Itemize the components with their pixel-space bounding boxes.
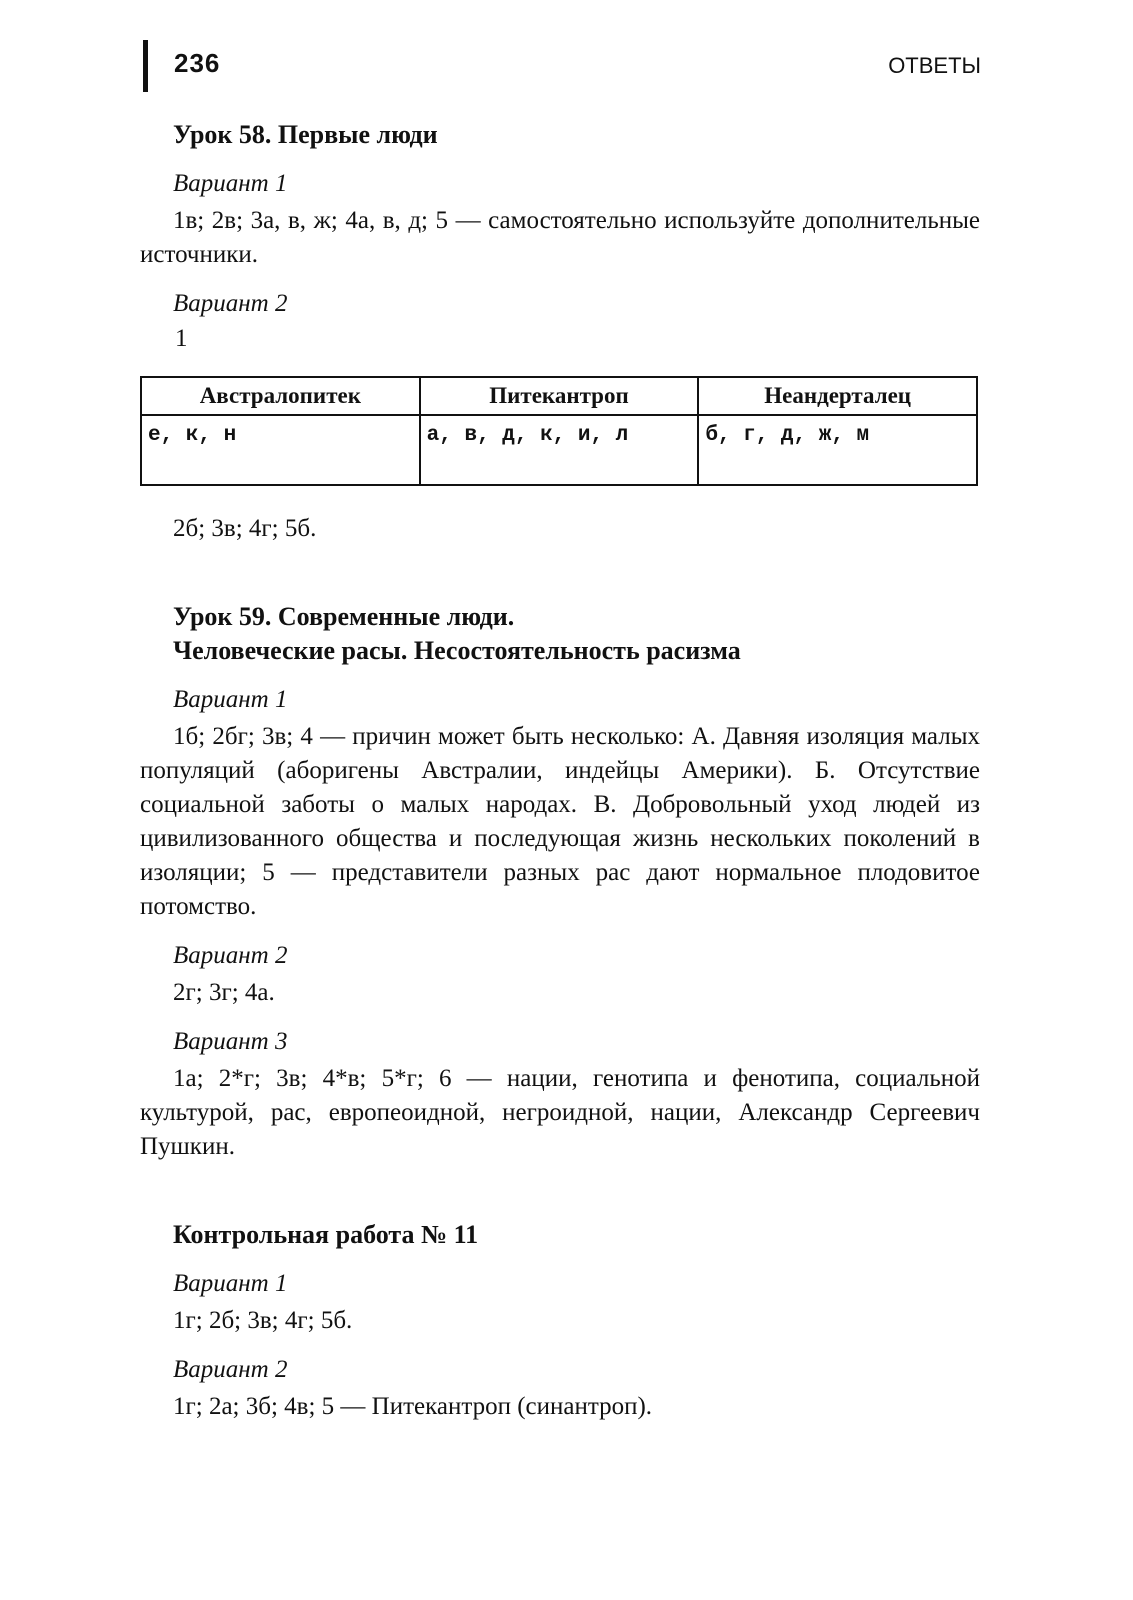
lesson-59-title-line-1: Урок 59. Современные люди.	[173, 602, 515, 631]
margin-rule	[143, 40, 148, 92]
lesson-59-variant-1-answer: 1б; 2бг; 3в; 4 — причин может быть несколько: А. Давняя изоляция малых популяций (аборигены Австралии, индейцы Америки). Б. Отсутствие социальной заботы о малых народах. В. Добровольный уход людей из цивилизованного общества и последующая жизнь нескольких поколений в изоляции; 5 — представители разных рас дают нормальное плодовитое потомство.	[140, 723, 980, 920]
lesson-58-variant-2-item-1: 1	[175, 325, 188, 352]
control-work-11-variant-2-label: Вариант 2	[173, 1356, 288, 1383]
lesson-59-variant-3-label: Вариант 3	[173, 1028, 288, 1055]
control-work-11-variant-1-label: Вариант 1	[173, 1270, 288, 1297]
control-work-11-variant-1-answer: 1г; 2б; 3в; 4г; 5б.	[173, 1307, 353, 1334]
page-number: 236	[174, 48, 221, 78]
table-row	[141, 415, 977, 485]
lesson-59-title-line-2: Человеческие расы. Несостоятельность расизма	[173, 636, 741, 665]
lesson-58-variant-1-answer: 1в; 2в; 3а, в, ж; 4а, в, д; 5 — самостоятельно используйте дополнительные источники.	[140, 207, 980, 268]
lesson-58-variant-1-label: Вариант 1	[173, 170, 288, 197]
lesson-59-variant-3-answer: 1а; 2*г; 3в; 4*в; 5*г; 6 — нации, генотипа и фенотипа, социальной культурой, рас, европеоидной, негроидной, нации, Александр Сергеевич Пушкин.	[140, 1065, 980, 1160]
lesson-59-variant-1-label: Вариант 1	[173, 686, 288, 713]
lesson-59-variant-2-answer: 2г; 3г; 4а.	[173, 979, 275, 1006]
lesson-58-heading	[173, 118, 980, 152]
table-header-pithecanthropus: Питекантроп	[420, 377, 699, 415]
lesson-59-section	[140, 600, 980, 1164]
table-header-row	[141, 377, 977, 415]
table-cell-pithecanthropus: а, в, д, к, и, л	[420, 415, 699, 485]
control-work-11-variant-2-answer: 1г; 2а; 3б; 4в; 5 — Питекантроп (синантроп).	[173, 1393, 653, 1420]
lesson-59-heading	[173, 600, 980, 668]
table-header-australopithecus: Австралопитек	[141, 377, 420, 415]
table-cell-neanderthal: б, г, д, ж, м	[698, 415, 977, 485]
running-title: ОТВЕТЫ	[888, 53, 981, 78]
page-content	[140, 118, 980, 1424]
lesson-58-title: Урок 58. Первые люди	[173, 120, 438, 149]
control-work-11-section	[140, 1218, 980, 1424]
lesson-58-variant-2-answer: 2б; 3в; 4г; 5б.	[173, 515, 317, 542]
lesson-58-section	[140, 118, 980, 546]
lesson-59-variant-2-label: Вариант 2	[173, 942, 288, 969]
control-work-11-heading	[173, 1218, 980, 1252]
lesson-58-variant-2-label: Вариант 2	[173, 290, 288, 317]
control-work-11-title: Контрольная работа № 11	[173, 1220, 479, 1249]
hominid-table	[140, 376, 978, 486]
table-cell-australopithecus: е, к, н	[141, 415, 420, 485]
table-header-neanderthal: Неандерталец	[698, 377, 977, 415]
